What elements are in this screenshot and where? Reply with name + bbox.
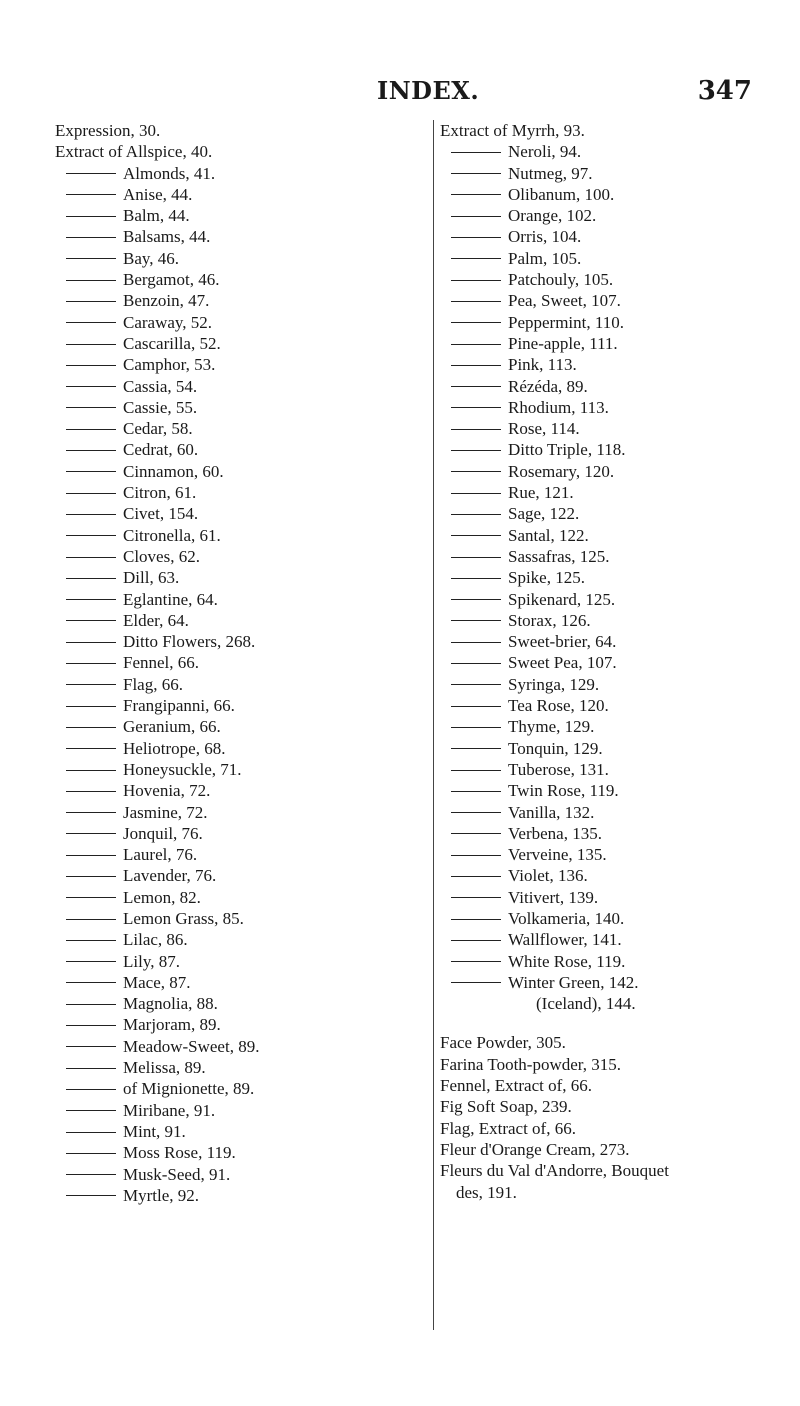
- ditto-dash: [451, 535, 501, 536]
- ditto-dash: [66, 855, 116, 856]
- ditto-dash: [451, 620, 501, 621]
- entry-text: Moss Rose, 119.: [123, 1143, 236, 1163]
- index-subentry: [55, 802, 415, 823]
- entry-text: Extract of Allspice, 40.: [55, 142, 213, 162]
- index-subentry: [55, 376, 415, 397]
- index-subentry: [55, 610, 415, 631]
- entry-text: Winter Green, 142.: [508, 972, 639, 992]
- entry-text: Vitivert, 139.: [508, 887, 599, 907]
- index-subentry: [440, 226, 764, 247]
- index-subentry: [440, 205, 764, 226]
- ditto-dash: [451, 961, 501, 962]
- index-entry: [440, 1160, 764, 1181]
- entry-text: Spikenard, 125.: [508, 589, 616, 609]
- index-subentry: [440, 269, 764, 290]
- index-column-right: [433, 120, 764, 1330]
- entry-text: Neroli, 94.: [508, 142, 582, 162]
- ditto-dash: [451, 663, 501, 664]
- entry-text: Tea Rose, 120.: [508, 696, 609, 716]
- index-subentry: [440, 141, 764, 162]
- index-subentry: [55, 1036, 415, 1057]
- ditto-dash: [66, 961, 116, 962]
- index-entry: [440, 120, 764, 141]
- index-entry: [55, 120, 415, 141]
- ditto-dash: [66, 897, 116, 898]
- entry-text: Elder, 64.: [123, 610, 189, 630]
- index-subentry: [440, 503, 764, 524]
- index-subentry: [55, 269, 415, 290]
- entry-text: Syringa, 129.: [508, 674, 600, 694]
- entry-text: Camphor, 53.: [123, 355, 216, 375]
- ditto-dash: [451, 578, 501, 579]
- entry-text: Lemon, 82.: [123, 887, 201, 907]
- section-gap: [440, 1014, 764, 1032]
- entry-text: Olibanum, 100.: [508, 184, 615, 204]
- ditto-dash: [451, 152, 501, 153]
- entry-text: Sweet-brier, 64.: [508, 632, 617, 652]
- ditto-dash: [66, 173, 116, 174]
- entry-text: Spike, 125.: [508, 568, 585, 588]
- index-subentry: [55, 1100, 415, 1121]
- index-subentry: [55, 972, 415, 993]
- ditto-dash: [451, 407, 501, 408]
- ditto-dash: [451, 237, 501, 238]
- ditto-dash: [66, 301, 116, 302]
- ditto-dash: [66, 386, 116, 387]
- ditto-dash: [451, 322, 501, 323]
- entry-text: Lilac, 86.: [123, 930, 188, 950]
- ditto-dash: [66, 280, 116, 281]
- ditto-dash: [451, 557, 501, 558]
- entry-text: Verbena, 135.: [508, 823, 602, 843]
- index-subentry: [440, 887, 764, 908]
- index-subentry: [440, 439, 764, 460]
- entry-text: Bay, 46.: [123, 248, 180, 268]
- ditto-dash: [451, 216, 501, 217]
- ditto-dash: [66, 833, 116, 834]
- entry-text: Fleurs du Val d'Andorre, Bouquet: [440, 1161, 669, 1181]
- entry-text: Anise, 44.: [123, 184, 193, 204]
- index-subentry: [55, 546, 415, 567]
- entry-text: Balm, 44.: [123, 206, 190, 226]
- index-subentry: [440, 418, 764, 439]
- entry-text: Civet, 154.: [123, 504, 199, 524]
- index-entry: [440, 1096, 764, 1117]
- ditto-dash: [66, 1132, 116, 1133]
- index-subentry: [55, 716, 415, 737]
- entry-text: Palm, 105.: [508, 248, 582, 268]
- entry-text: Sage, 122.: [508, 504, 580, 524]
- index-subentry: [440, 695, 764, 716]
- entry-text: Jonquil, 76.: [123, 823, 203, 843]
- index-subentry: [55, 461, 415, 482]
- index-subentry: [55, 695, 415, 716]
- index-subentry: [440, 397, 764, 418]
- ditto-dash: [451, 450, 501, 451]
- ditto-dash: [451, 940, 501, 941]
- ditto-dash: [451, 493, 501, 494]
- index-subentry: [55, 1057, 415, 1078]
- index-subentry: [440, 844, 764, 865]
- entry-text: Patchouly, 105.: [508, 270, 614, 290]
- index-entry-continuation: [440, 1182, 764, 1203]
- ditto-dash: [66, 1153, 116, 1154]
- ditto-dash: [66, 471, 116, 472]
- index-entry: [55, 141, 415, 162]
- entry-text: Wallflower, 141.: [508, 930, 622, 950]
- ditto-dash: [451, 727, 501, 728]
- entry-text: Mace, 87.: [123, 972, 191, 992]
- entry-text: Melissa, 89.: [123, 1058, 206, 1078]
- index-subentry: [440, 610, 764, 631]
- index-subentry: [440, 652, 764, 673]
- ditto-dash: [66, 1089, 116, 1090]
- entry-text: Almonds, 41.: [123, 163, 216, 183]
- entry-text: Thyme, 129.: [508, 717, 595, 737]
- entry-text: des, 191.: [456, 1182, 517, 1202]
- index-column-left: [55, 120, 415, 1206]
- index-subentry: [55, 397, 415, 418]
- ditto-dash: [451, 471, 501, 472]
- index-subentry: [55, 333, 415, 354]
- index-subentry: [55, 354, 415, 375]
- ditto-dash: [451, 194, 501, 195]
- index-subentry: [55, 525, 415, 546]
- index-subentry: [440, 461, 764, 482]
- ditto-dash: [66, 770, 116, 771]
- entry-text: Fig Soft Soap, 239.: [440, 1097, 572, 1117]
- index-entry: [440, 1054, 764, 1075]
- index-subentry: [55, 1142, 415, 1163]
- ditto-dash: [451, 514, 501, 515]
- index-subentry: [440, 929, 764, 950]
- index-subentry: [440, 312, 764, 333]
- entry-text: Cassie, 55.: [123, 397, 198, 417]
- running-title: INDEX.: [377, 76, 480, 105]
- index-subentry: [55, 205, 415, 226]
- ditto-dash: [66, 919, 116, 920]
- ditto-dash: [66, 812, 116, 813]
- index-subentry: [55, 503, 415, 524]
- ditto-dash: [66, 1174, 116, 1175]
- entry-text: Geranium, 66.: [123, 717, 221, 737]
- index-subentry: [55, 184, 415, 205]
- entry-text: Rhodium, 113.: [508, 397, 609, 417]
- entry-text: Sassafras, 125.: [508, 546, 610, 566]
- index-subentry: [55, 290, 415, 311]
- ditto-dash: [451, 982, 501, 983]
- entry-text: Miribane, 91.: [123, 1100, 216, 1120]
- ditto-dash: [66, 684, 116, 685]
- index-subentry: [55, 674, 415, 695]
- ditto-dash: [66, 365, 116, 366]
- ditto-dash: [66, 557, 116, 558]
- index-subentry: [440, 290, 764, 311]
- entry-text: Fennel, 66.: [123, 653, 200, 673]
- entry-text: Dill, 63.: [123, 568, 180, 588]
- ditto-dash: [66, 642, 116, 643]
- entry-text: Pine-apple, 111.: [508, 333, 618, 353]
- ditto-dash: [66, 876, 116, 877]
- entry-text: Honeysuckle, 71.: [123, 759, 242, 779]
- entry-text: Caraway, 52.: [123, 312, 213, 332]
- ditto-dash: [66, 322, 116, 323]
- ditto-dash: [451, 876, 501, 877]
- ditto-dash: [451, 173, 501, 174]
- entry-text: Myrtle, 92.: [123, 1185, 200, 1205]
- index-subentry: [440, 716, 764, 737]
- ditto-dash: [66, 982, 116, 983]
- ditto-dash: [66, 1195, 116, 1196]
- index-subentry: [55, 908, 415, 929]
- page-header: [0, 76, 800, 116]
- index-subentry: [55, 951, 415, 972]
- index-subentry: [440, 376, 764, 397]
- index-subentry: [440, 951, 764, 972]
- index-subentry: [55, 929, 415, 950]
- index-subentry: [55, 226, 415, 247]
- entry-text: Peppermint, 110.: [508, 312, 624, 332]
- entry-text: Face Powder, 305.: [440, 1033, 566, 1053]
- ditto-dash: [66, 407, 116, 408]
- ditto-dash: [66, 940, 116, 941]
- index-subentry: [440, 333, 764, 354]
- index-subentry: [55, 1185, 415, 1206]
- ditto-dash: [66, 748, 116, 749]
- ditto-dash: [451, 812, 501, 813]
- index-subentry: [440, 184, 764, 205]
- entry-text: Vanilla, 132.: [508, 802, 595, 822]
- ditto-dash: [451, 897, 501, 898]
- entry-text: Balsams, 44.: [123, 227, 211, 247]
- ditto-dash: [66, 599, 116, 600]
- ditto-dash: [451, 919, 501, 920]
- index-subentry: [55, 248, 415, 269]
- index-subentry: [55, 418, 415, 439]
- index-subentry: [440, 823, 764, 844]
- index-subentry: [440, 248, 764, 269]
- entry-text: Eglantine, 64.: [123, 589, 218, 609]
- ditto-dash: [66, 578, 116, 579]
- index-subentry: [55, 163, 415, 184]
- index-subentry: [440, 908, 764, 929]
- index-subentry: [55, 887, 415, 908]
- index-subentry: [440, 674, 764, 695]
- entry-text: White Rose, 119.: [508, 951, 626, 971]
- entry-text: Volkameria, 140.: [508, 908, 625, 928]
- index-entry: [440, 1118, 764, 1139]
- ditto-dash: [66, 450, 116, 451]
- entry-text: Rue, 121.: [508, 483, 574, 503]
- ditto-dash: [66, 535, 116, 536]
- index-subentry: [440, 482, 764, 503]
- index-subentry: [55, 1121, 415, 1142]
- entry-text: Rose, 114.: [508, 419, 580, 439]
- entry-text: Cedrat, 60.: [123, 440, 199, 460]
- index-subentry: [440, 589, 764, 610]
- index-subentry: [440, 525, 764, 546]
- entry-text: Fleur d'Orange Cream, 273.: [440, 1139, 630, 1159]
- ditto-dash: [451, 386, 501, 387]
- entry-text: Storax, 126.: [508, 610, 591, 630]
- entry-text: (Iceland), 144.: [536, 994, 636, 1014]
- ditto-dash: [451, 258, 501, 259]
- ditto-dash: [451, 791, 501, 792]
- ditto-dash: [66, 194, 116, 195]
- ditto-dash: [451, 706, 501, 707]
- index-subentry: [440, 865, 764, 886]
- entry-text: Verveine, 135.: [508, 845, 607, 865]
- index-subentry: [55, 312, 415, 333]
- ditto-dash: [451, 748, 501, 749]
- entry-text: Marjoram, 89.: [123, 1015, 221, 1035]
- entry-text: Lemon Grass, 85.: [123, 908, 244, 928]
- ditto-dash: [451, 770, 501, 771]
- entry-text: Rosemary, 120.: [508, 461, 615, 481]
- entry-text: Ditto Triple, 118.: [508, 440, 626, 460]
- ditto-dash: [66, 344, 116, 345]
- entry-text: Flag, 66.: [123, 674, 183, 694]
- entry-text: Orris, 104.: [508, 227, 582, 247]
- index-entry: [440, 1032, 764, 1053]
- index-subentry: [55, 589, 415, 610]
- entry-text: Fennel, Extract of, 66.: [440, 1076, 593, 1096]
- index-subentry: [440, 354, 764, 375]
- ditto-dash: [451, 301, 501, 302]
- entry-text: Lily, 87.: [123, 951, 180, 971]
- index-subentry: [55, 567, 415, 588]
- entry-text: Pink, 113.: [508, 355, 577, 375]
- ditto-dash: [451, 684, 501, 685]
- entry-text: Hovenia, 72.: [123, 781, 211, 801]
- index-subentry: [440, 780, 764, 801]
- index-subentry: [55, 1078, 415, 1099]
- page-number: 347: [697, 76, 752, 106]
- ditto-dash: [66, 237, 116, 238]
- ditto-dash: [66, 791, 116, 792]
- entry-text: Laurel, 76.: [123, 845, 198, 865]
- entry-text: Mint, 91.: [123, 1121, 186, 1141]
- ditto-dash: [451, 833, 501, 834]
- ditto-dash: [66, 258, 116, 259]
- entry-text: Tonquin, 129.: [508, 738, 603, 758]
- index-subentry: [55, 631, 415, 652]
- ditto-dash: [66, 663, 116, 664]
- entry-text: Jasmine, 72.: [123, 802, 208, 822]
- ditto-dash: [66, 1110, 116, 1111]
- ditto-dash: [451, 599, 501, 600]
- index-subentry: [55, 865, 415, 886]
- index-subentry: [440, 759, 764, 780]
- entry-text: Lavender, 76.: [123, 866, 217, 886]
- ditto-dash: [66, 514, 116, 515]
- entry-text: Bergamot, 46.: [123, 270, 220, 290]
- ditto-dash: [451, 365, 501, 366]
- ditto-dash: [66, 1068, 116, 1069]
- entry-text: Benzoin, 47.: [123, 291, 210, 311]
- index-subentry: [55, 823, 415, 844]
- ditto-dash: [66, 1025, 116, 1026]
- index-subentry: [55, 993, 415, 1014]
- index-subentry: [440, 631, 764, 652]
- entry-text: Pea, Sweet, 107.: [508, 291, 621, 311]
- entry-text: Farina Tooth-powder, 315.: [440, 1054, 622, 1074]
- index-subentry: [55, 1014, 415, 1035]
- index-entry: [440, 1075, 764, 1096]
- entry-text: Frangipanni, 66.: [123, 696, 235, 716]
- entry-text: Cinnamon, 60.: [123, 461, 224, 481]
- entry-text: Orange, 102.: [508, 206, 597, 226]
- ditto-dash: [451, 344, 501, 345]
- ditto-dash: [66, 493, 116, 494]
- index-entry: [440, 1139, 764, 1160]
- entry-text: Tuberose, 131.: [508, 759, 609, 779]
- ditto-dash: [451, 642, 501, 643]
- ditto-dash: [66, 706, 116, 707]
- index-subentry: [440, 972, 764, 993]
- entry-text: Ditto Flowers, 268.: [123, 632, 256, 652]
- ditto-dash: [66, 216, 116, 217]
- index-subentry: [440, 738, 764, 759]
- index-subentry: [55, 1164, 415, 1185]
- entry-text: Citronella, 61.: [123, 525, 221, 545]
- entry-text: Extract of Myrrh, 93.: [440, 121, 585, 140]
- entry-text: Flag, Extract of, 66.: [440, 1118, 576, 1138]
- ditto-dash: [451, 280, 501, 281]
- entry-text: Cedar, 58.: [123, 419, 193, 439]
- entry-text: Cascarilla, 52.: [123, 333, 221, 353]
- entry-text: Violet, 136.: [508, 866, 588, 886]
- index-subentry: [55, 844, 415, 865]
- entry-text: Santal, 122.: [508, 525, 589, 545]
- index-subentry: [440, 163, 764, 184]
- index-column-right-entries: [434, 120, 764, 1203]
- entry-text: Magnolia, 88.: [123, 994, 218, 1014]
- entry-text: Citron, 61.: [123, 483, 197, 503]
- index-subentry: [55, 482, 415, 503]
- index-subentry: [55, 652, 415, 673]
- ditto-dash: [66, 1004, 116, 1005]
- entry-text: Cloves, 62.: [123, 546, 200, 566]
- entry-text: Expression, 30.: [55, 121, 161, 140]
- ditto-dash: [66, 727, 116, 728]
- index-subentry: [440, 567, 764, 588]
- index-subentry: [440, 802, 764, 823]
- entry-text: Musk-Seed, 91.: [123, 1164, 231, 1184]
- index-subentry: [440, 546, 764, 567]
- index-entry-continuation: [440, 993, 764, 1014]
- ditto-dash: [66, 1046, 116, 1047]
- entry-text: Nutmeg, 97.: [508, 163, 593, 183]
- entry-text: Rézéda, 89.: [508, 376, 588, 396]
- entry-text: Cassia, 54.: [123, 376, 198, 396]
- ditto-dash: [451, 855, 501, 856]
- index-subentry: [55, 738, 415, 759]
- index-subentry: [55, 780, 415, 801]
- ditto-dash: [451, 429, 501, 430]
- ditto-dash: [66, 429, 116, 430]
- index-subentry: [55, 759, 415, 780]
- entry-text: Heliotrope, 68.: [123, 738, 226, 758]
- entry-text: Twin Rose, 119.: [508, 781, 619, 801]
- entry-text: Meadow-Sweet, 89.: [123, 1036, 260, 1056]
- ditto-dash: [66, 620, 116, 621]
- entry-text: of Mignionette, 89.: [123, 1079, 255, 1099]
- index-subentry: [55, 439, 415, 460]
- entry-text: Sweet Pea, 107.: [508, 653, 617, 673]
